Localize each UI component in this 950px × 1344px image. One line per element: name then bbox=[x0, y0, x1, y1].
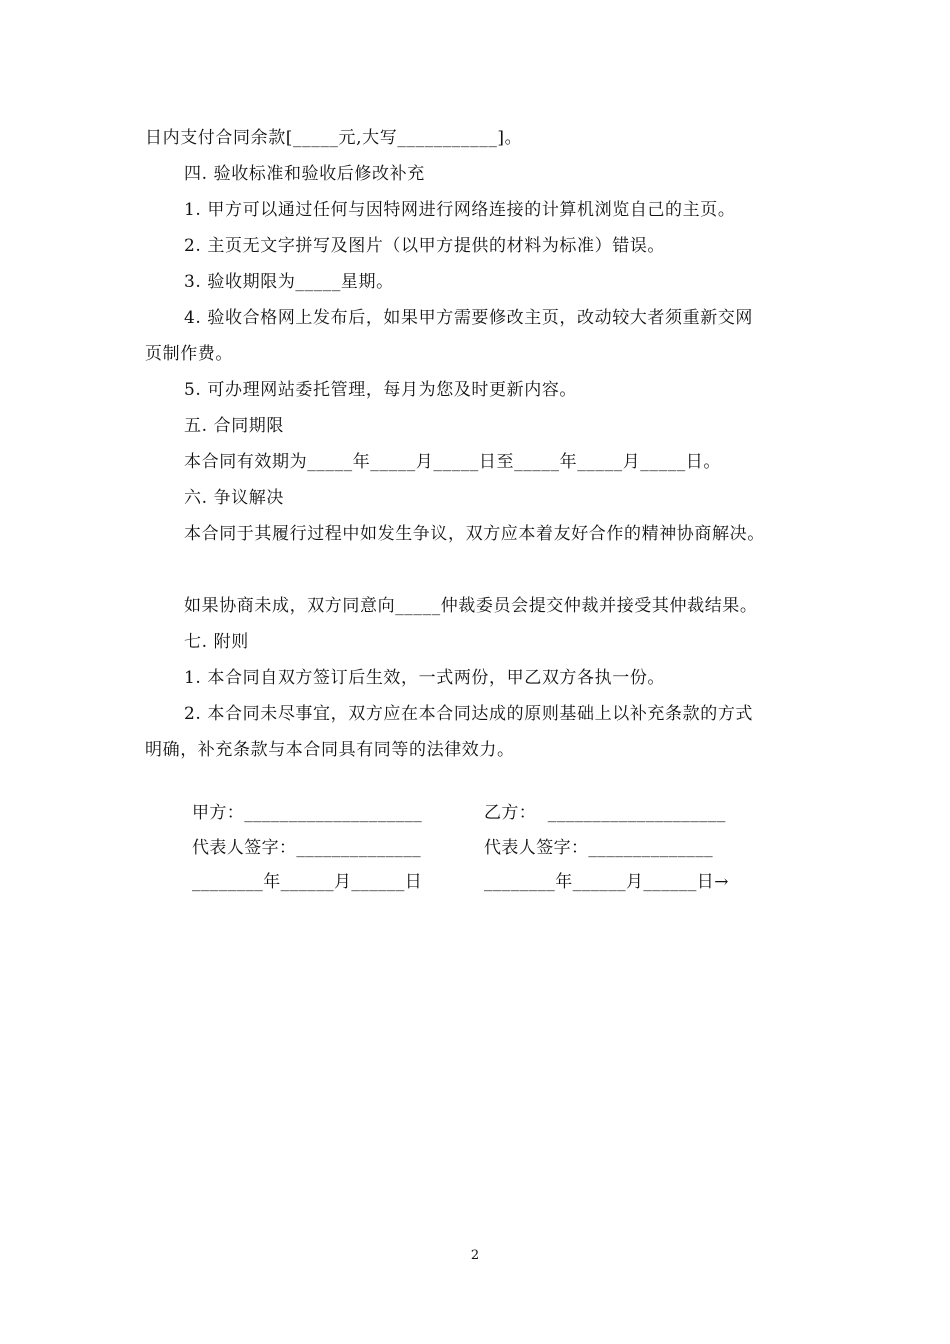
text-line: 明确，补充条款与本合同具有同等的法律效力。 bbox=[145, 740, 515, 760]
party-b-field: 乙方： ____________________ bbox=[484, 803, 726, 823]
text-line: 如果协商未成，双方同意向_____仲裁委员会提交仲裁并接受其仲裁结果。 bbox=[184, 596, 758, 616]
section-heading: 六. 争议解决 bbox=[184, 488, 285, 508]
text-line: 3. 验收期限为_____星期。 bbox=[184, 272, 394, 292]
section-heading: 五. 合同期限 bbox=[184, 416, 285, 436]
date-b-field: ________年______月______日→ bbox=[484, 872, 729, 892]
representative-b-signature: 代表人签字：______________ bbox=[484, 838, 713, 858]
text-line: 页制作费。 bbox=[145, 344, 233, 364]
text-line: 2. 主页无文字拼写及图片（以甲方提供的材料为标准）错误。 bbox=[184, 236, 666, 256]
representative-a-signature: 代表人签字：______________ bbox=[192, 838, 421, 858]
section-heading: 四. 验收标准和验收后修改补充 bbox=[184, 164, 425, 184]
page-number: 2 bbox=[470, 1248, 480, 1263]
text-line: 日内支付合同余款[_____元,大写___________]。 bbox=[145, 128, 523, 148]
text-line: 1. 甲方可以通过任何与因特网进行网络连接的计算机浏览自己的主页。 bbox=[184, 200, 736, 220]
date-a-field: ________年______月______日 bbox=[192, 872, 423, 892]
section-heading: 七. 附则 bbox=[184, 632, 249, 652]
text-line: 本合同有效期为_____年_____月_____日至_____年_____月_____日。 bbox=[184, 452, 721, 472]
text-line: 5. 可办理网站委托管理，每月为您及时更新内容。 bbox=[184, 380, 578, 400]
party-a-field: 甲方：____________________ bbox=[192, 803, 423, 823]
text-line: 4. 验收合格网上发布后，如果甲方需要修改主页，改动较大者须重新交网 bbox=[184, 308, 754, 328]
text-line: 2. 本合同未尽事宜，双方应在本合同达成的原则基础上以补充条款的方式 bbox=[184, 704, 754, 724]
text-line: 本合同于其履行过程中如发生争议，双方应本着友好合作的精神协商解决。 bbox=[184, 524, 765, 544]
text-line: 1. 本合同自双方签订后生效，一式两份，甲乙双方各执一份。 bbox=[184, 668, 666, 688]
